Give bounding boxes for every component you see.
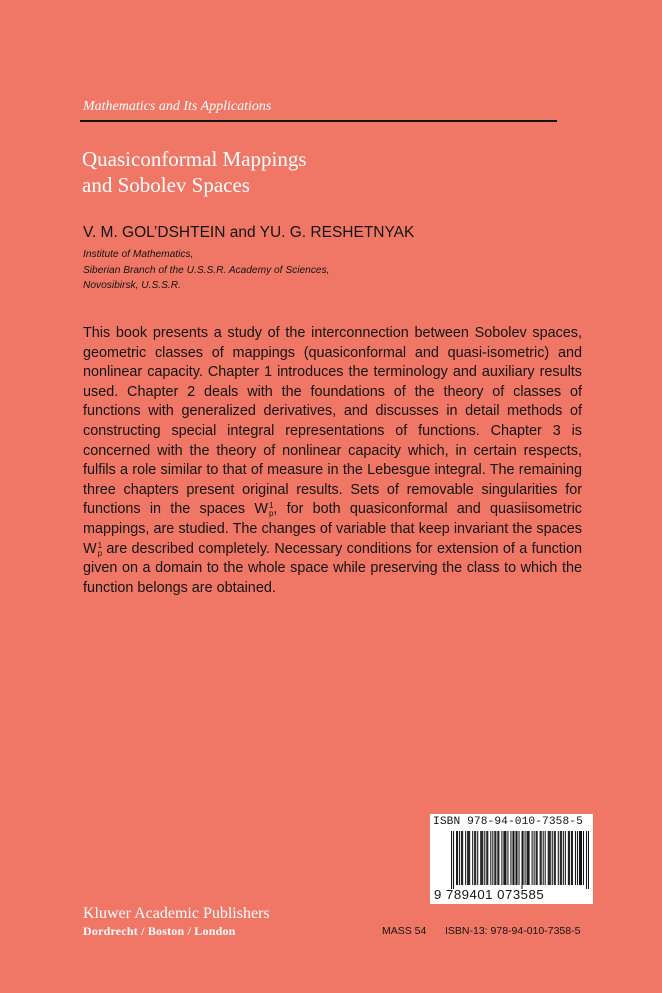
- affiliation-line-2: Siberian Branch of the U.S.S.R. Academy of Sciences,: [83, 264, 330, 276]
- abstract-part-2: , for both quasiconformal and quasiisometric mappings, are studied. The changes of variable that keep invariant the spaces: [83, 501, 582, 537]
- barcode-bar: [534, 831, 535, 885]
- barcode-bar: [571, 831, 572, 885]
- barcode-isbn-text: ISBN 978-94-010-7358-5: [433, 816, 583, 828]
- barcode-bar: [516, 831, 517, 885]
- mass-code: MASS 54: [382, 925, 427, 937]
- barcode-bar: [484, 831, 485, 885]
- barcode-bar: [453, 831, 454, 889]
- affiliation: [83, 247, 330, 294]
- barcode-bar: [537, 831, 538, 885]
- barcode-bar: [462, 831, 463, 885]
- barcode-bar: [581, 831, 582, 885]
- barcode-bar: [503, 831, 504, 885]
- barcode-bar: [490, 831, 491, 885]
- barcode-bar: [569, 831, 570, 885]
- barcode-bar: [465, 831, 466, 885]
- barcode-bar: [510, 831, 511, 885]
- barcode-bar: [469, 831, 470, 885]
- authors: V. M. GOL’DSHTEIN and YU. G. RESHETNYAK: [83, 224, 415, 241]
- barcode-bar: [550, 831, 551, 885]
- barcode-bar: [457, 831, 458, 885]
- abstract-part-3: are described completely. Necessary conditions for extension of a function given on a domain to the whole space while preserving the class to which the function belongs are obtained.: [83, 540, 582, 596]
- barcode-bar: [565, 831, 566, 885]
- publisher-cities: Dordrecht / Boston / London: [83, 924, 236, 938]
- barcode-bar: [507, 831, 508, 885]
- sobolev-symbol-2: W 1 p: [83, 540, 103, 558]
- barcode-bar: [495, 831, 496, 885]
- title-line-1: Quasiconformal Mappings: [82, 147, 307, 171]
- barcode-bar: [540, 831, 541, 885]
- barcode-bar: [543, 831, 544, 885]
- barcode-bar: [552, 831, 553, 885]
- barcode-bar: [492, 831, 493, 885]
- title-line-2: and Sobolev Spaces: [82, 173, 250, 197]
- barcode-bar: [498, 831, 499, 885]
- barcode-bar: [494, 831, 495, 885]
- barcode-bar: [554, 831, 555, 885]
- barcode-bar: [497, 831, 498, 885]
- barcode-bar: [480, 831, 481, 885]
- barcode-bar: [477, 831, 478, 885]
- barcode-bar: [523, 831, 524, 885]
- barcode-bar: [545, 831, 546, 885]
- barcode-bar: [486, 831, 487, 885]
- abstract-part-1: This book presents a study of the interconnection between Sobolev spaces, geometric classes of mappings (quasiconformal and quasi-isometric) and nonlinear capacity. Chapter 1 introduces the terminology and auxiliary results used. Chapter 2 deals with the foundations of the theory of classes of functions with generalized derivatives, and discusses in detail methods of constructing special integral representations of functions. Chapter 3 is concerned with the theory of nonlinear capacity which, in certain respects, fulfils a role similar to that of measure in the Lebesgue integral. The remaining three chapters present original results. Sets of removable singularities for functions in the spaces: [83, 325, 582, 518]
- barcode-bar: [512, 831, 513, 885]
- barcode-bar: [461, 831, 462, 885]
- barcode-bar: [555, 831, 556, 885]
- barcode-bar: [472, 831, 473, 885]
- barcode-bar: [577, 831, 578, 885]
- series-name: Mathematics and Its Applications: [83, 99, 272, 114]
- barcode-bar: [561, 831, 562, 885]
- affiliation-line-1: Institute of Mathematics,: [83, 249, 194, 260]
- barcode: [430, 814, 593, 904]
- barcode-bar: [575, 831, 576, 885]
- barcode-bar: [482, 831, 483, 885]
- barcode-bar: [588, 831, 589, 889]
- barcode-bar: [558, 831, 559, 885]
- barcode-bar: [456, 831, 457, 885]
- barcode-bars-icon: [451, 831, 589, 889]
- barcode-bar: [505, 831, 506, 885]
- series-rule: [80, 120, 557, 122]
- barcode-bar: [481, 831, 482, 885]
- sobolev-symbol-1: W 1 p: [254, 501, 274, 519]
- barcode-bar: [467, 831, 468, 885]
- barcode-bar: [527, 831, 528, 885]
- barcode-bar: [525, 831, 526, 885]
- barcode-bar: [522, 831, 523, 889]
- barcode-bar: [572, 831, 573, 885]
- barcode-bar: [487, 831, 488, 885]
- barcode-bar: [583, 831, 584, 885]
- barcode-bar: [529, 831, 530, 885]
- barcode-bar: [475, 831, 476, 885]
- barcode-bar: [501, 831, 502, 885]
- barcode-bar: [474, 831, 475, 885]
- abstract: [83, 324, 582, 598]
- barcode-bar: [580, 831, 581, 885]
- barcode-bar: [504, 831, 505, 885]
- barcode-bar: [468, 831, 469, 885]
- barcode-bar: [579, 831, 580, 885]
- isbn-13: ISBN-13: 978-94-010-7358-5: [445, 925, 581, 937]
- affiliation-line-3: Novosibirsk, U.S.S.R.: [83, 280, 181, 291]
- barcode-bar: [451, 831, 452, 889]
- publisher-name: Kluwer Academic Publishers: [83, 905, 270, 922]
- barcode-bar: [586, 831, 587, 889]
- barcode-bar: [513, 831, 514, 885]
- barcode-bar: [560, 831, 561, 885]
- barcode-digits: 9 789401 073585: [434, 887, 545, 902]
- barcode-bar: [532, 831, 533, 885]
- barcode-bar: [515, 831, 516, 885]
- barcode-bar: [528, 831, 529, 885]
- barcode-bar: [541, 831, 542, 885]
- barcode-bar: [536, 831, 537, 885]
- barcode-bar: [568, 831, 569, 885]
- book-title: [82, 146, 307, 198]
- barcode-bar: [518, 831, 519, 885]
- barcode-bar: [548, 831, 549, 885]
- barcode-bar: [459, 831, 460, 885]
- barcode-bar: [549, 831, 550, 885]
- barcode-bar: [563, 831, 564, 885]
